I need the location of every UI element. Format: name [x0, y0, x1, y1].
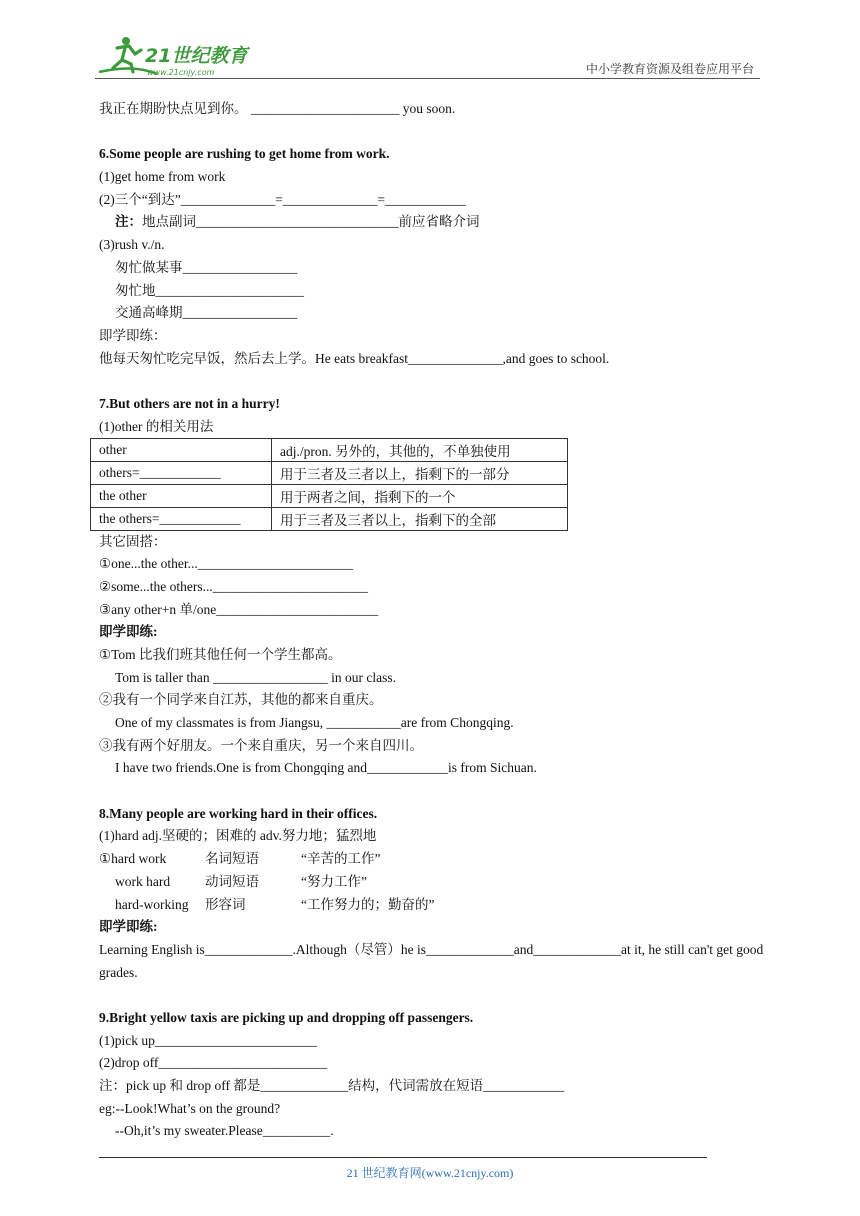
text-line: ②some...the others..._______________________	[99, 578, 368, 594]
text-line: (1)get home from work	[99, 169, 226, 185]
spacer	[99, 984, 769, 1007]
note-label: 注：	[115, 214, 142, 230]
practice-label: 即学即练:	[99, 919, 158, 935]
worksheet-content	[99, 98, 769, 1143]
table-cell: 用于两者之间，指剩下的一个	[272, 484, 568, 507]
text-line: (3)rush v./n.	[99, 237, 165, 253]
practice-label: 即学即练：	[99, 327, 167, 343]
phrase-meaning: “工作努力的；勤奋的”	[301, 896, 435, 912]
phrase-type: 动词短语	[205, 873, 259, 889]
example-line: --Oh,it’s my sweater.Please__________.	[115, 1123, 334, 1139]
page-header	[95, 30, 760, 80]
example-line: eg:--Look!What’s on the ground?	[99, 1100, 281, 1116]
text-line: 其它固搭：	[99, 533, 167, 549]
logo-url: www.21cnjy.com	[147, 68, 215, 77]
footer-divider	[99, 1157, 707, 1158]
table-cell: the others=____________	[91, 507, 272, 530]
exercise-line: ③我有两个好朋友。一个来自重庆，另一个来自四川。	[99, 737, 423, 753]
text-line: (2)三个“到达”______________=______________=____________	[99, 191, 466, 207]
header-divider	[95, 78, 760, 79]
table-row	[91, 462, 568, 485]
hard-usage-row	[99, 871, 769, 894]
exercise-line: ②我有一个同学来自江苏，其他的都来自重庆。	[99, 692, 383, 708]
phrase: ①hard work	[99, 851, 167, 867]
spacer	[99, 780, 769, 803]
table-cell: adj./pron. 另外的，其他的，不单独使用	[272, 439, 568, 462]
practice-label: 即学即练:	[99, 624, 158, 640]
table-row	[91, 507, 568, 530]
table-cell: the other	[91, 484, 272, 507]
phrase-type: 名词短语	[205, 851, 259, 867]
table-cell: others=____________	[91, 462, 272, 485]
text-line: (1)hard adj.坚硬的；困难的 adv.努力地；猛烈地	[99, 828, 377, 844]
exercise-line: I have two friends.One is from Chongqing and____________is from Sichuan.	[115, 760, 537, 776]
note-line: 注：pick up 和 drop off 都是_____________结构，代词需放在短语____________	[99, 1078, 565, 1094]
table-cell: other	[91, 439, 272, 462]
note-text: 地点副词______________________________前应省略介词	[142, 214, 480, 230]
spacer	[99, 121, 769, 144]
text-line: (2)drop off_________________________	[99, 1055, 328, 1071]
text-line: 匆忙地______________________	[115, 282, 304, 298]
note-line	[99, 211, 769, 234]
hard-usage-row	[99, 894, 769, 917]
section-heading-7: 7.But others are not in a hurry!	[99, 395, 280, 411]
table-cell: 用于三者及三者以上，指剩下的全部	[272, 507, 568, 530]
text-line: 匆忙做某事_________________	[115, 259, 298, 275]
table-row	[91, 484, 568, 507]
exercise-line: One of my classmates is from Jiangsu, ___________are from Chongqing.	[115, 715, 514, 730]
text-line: (1)other 的相关用法	[99, 418, 214, 434]
exercise-line: Tom is taller than _________________ in our class.	[115, 669, 397, 685]
footer-link[interactable]: 21 世纪教育网(www.21cnjy.com)	[346, 1166, 514, 1180]
other-usage-table	[90, 438, 568, 530]
phrase-meaning: “辛苦的工作”	[301, 851, 381, 867]
section-heading-6: 6.Some people are rushing to get home from work.	[99, 146, 390, 162]
text-line: ③any other+n 单/one________________________	[99, 601, 379, 617]
site-logo	[95, 34, 265, 78]
table-cell: 用于三者及三者以上，指剩下的一部分	[272, 462, 568, 485]
hard-usage-row	[99, 848, 769, 871]
text-line: 交通高峰期_________________	[115, 305, 298, 321]
exercise-paragraph: Learning English is_____________.Although（尽管）he is_____________and_____________at it, he still can't get good grades.	[99, 941, 764, 980]
spacer	[99, 370, 769, 393]
section-heading-9: 9.Bright yellow taxis are picking up and dropping off passengers.	[99, 1009, 474, 1025]
phrase-meaning: “努力工作”	[301, 873, 367, 889]
table-row	[91, 439, 568, 462]
text-line: (1)pick up________________________	[99, 1032, 317, 1048]
exercise-line: ①Tom 比我们班其他任何一个学生都高。	[99, 646, 342, 662]
exercise-line: 他每天匆忙吃完早饭，然后去上学。He eats breakfast______________,and goes to school.	[99, 350, 610, 366]
phrase: work hard	[115, 873, 171, 889]
text-line: ①one...the other..._______________________	[99, 556, 353, 572]
text-line: 我正在期盼快点见到你。 ______________________ you soon.	[99, 101, 456, 116]
phrase: hard-working	[115, 896, 189, 912]
logo-text: 21世纪教育	[145, 45, 248, 67]
phrase-type: 形容词	[205, 896, 246, 912]
section-heading-8: 8.Many people are working hard in their offices.	[99, 805, 378, 821]
platform-name: 中小学教育资源及组卷应用平台	[585, 62, 754, 76]
